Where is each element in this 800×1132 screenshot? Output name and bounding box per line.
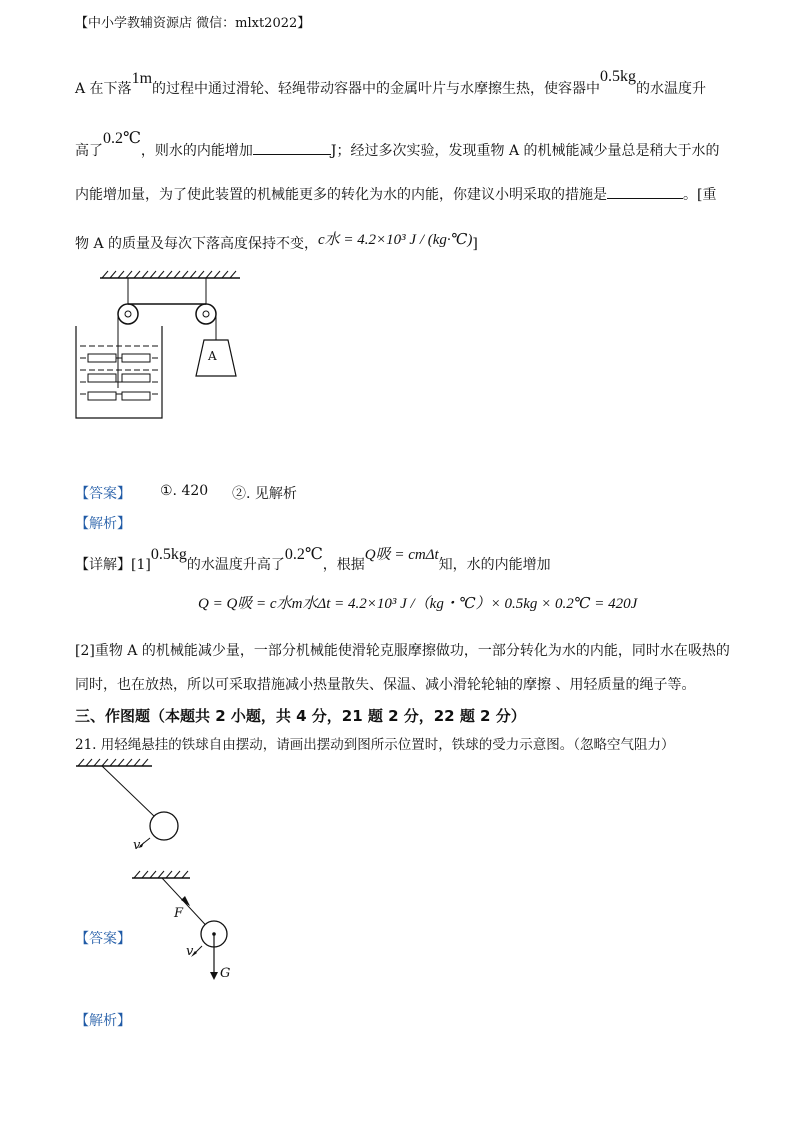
detail2-line2: 同时，也在放热，所以可采取措施减小热量散失、保温、减小滑轮轮轴的摩擦 、用轻质量的绳子等。 [75, 677, 696, 693]
force-label: F [174, 906, 184, 921]
q21-answer-tag: 【答案】 [75, 931, 131, 947]
section3-title: 三、作图题（本题共 2 小题，共 4 分，21 题 2 分，22 题 2 分） [75, 707, 526, 725]
q20-text: 物 A 的质量及每次下落高度保持不变， [75, 236, 319, 252]
answer-tag: 【答案】 [75, 486, 131, 502]
heat-formula: Q吸 = cmΔt [364, 547, 439, 563]
answer-blank [253, 142, 331, 155]
answer-1: ①. 420 [160, 483, 209, 499]
q21-analysis-tag: 【解析】 [75, 1013, 131, 1029]
detail-text: 的水温度升高了 [186, 557, 285, 573]
weight-label: A [208, 349, 217, 363]
q20-text: A 在下落 [75, 81, 132, 97]
q20-text: ] [472, 236, 478, 252]
detail-tag: 【详解】[1] [75, 557, 151, 573]
q20-text: ，则水的内能增加 [140, 143, 253, 159]
detail-text: ，根据 [322, 557, 365, 573]
header-watermark: 【中小学教辅资源店 微信：mlxt2022】 [75, 16, 311, 31]
mass-value: 0.5kg [600, 68, 637, 85]
height-value: 1m [131, 70, 153, 87]
detail2-line1: [2]重物 A 的机械能减少量，一部分机械能使滑轮克服摩擦做功，一部分转化为水的内能，同时水在吸热的 [75, 643, 730, 659]
gravity-label: G [220, 966, 231, 981]
specific-heat-formula: c水 = 4.2×10³ J / (kg·℃) [318, 232, 473, 248]
energy-equation: Q = Q吸 = c水m水Δt = 4.2×10³ J /（kg・℃）× 0.5kg × 0.2℃ = 420J [198, 596, 638, 612]
q20-line3 [75, 184, 716, 204]
temp-value: 0.2℃ [284, 546, 323, 563]
q20-line2 [75, 130, 720, 160]
q20-text: 的水温度升 [636, 81, 707, 97]
q20-text: J；经过多次实验，发现重物 A 的机械能减少量总是稍大于水的 [330, 143, 720, 159]
detail-line [75, 546, 551, 574]
q20-text: 内能增加量，为了使此装置的机械能更多的转化为水的内能，你建议小明采取的措施是 [75, 187, 607, 203]
q20-line1 [75, 68, 707, 98]
pulley-diagram [70, 268, 250, 428]
temp-value: 0.2℃ [103, 130, 141, 147]
detail-text: 知，水的内能增加 [438, 557, 551, 573]
velocity-label: v [133, 838, 141, 853]
q21-text: 21. 用轻绳悬挂的铁球自由摆动，请画出摆动到图所示位置时，铁球的受力示意图。（忽略空气阻力） [75, 737, 675, 753]
answer-2: ②. 见解析 [232, 486, 297, 502]
analysis-tag: 【解析】 [75, 516, 131, 532]
q20-text: 的过程中通过滑轮、轻绳带动容器中的金属叶片与水摩擦生热，使容器中 [152, 81, 601, 97]
q20-line4 [75, 232, 478, 253]
velocity-label: v [186, 944, 194, 959]
answer-blank [607, 186, 683, 199]
q20-text: 。[重 [683, 187, 717, 203]
mass-value: 0.5kg [150, 546, 187, 563]
q20-text: 高了 [75, 143, 103, 159]
